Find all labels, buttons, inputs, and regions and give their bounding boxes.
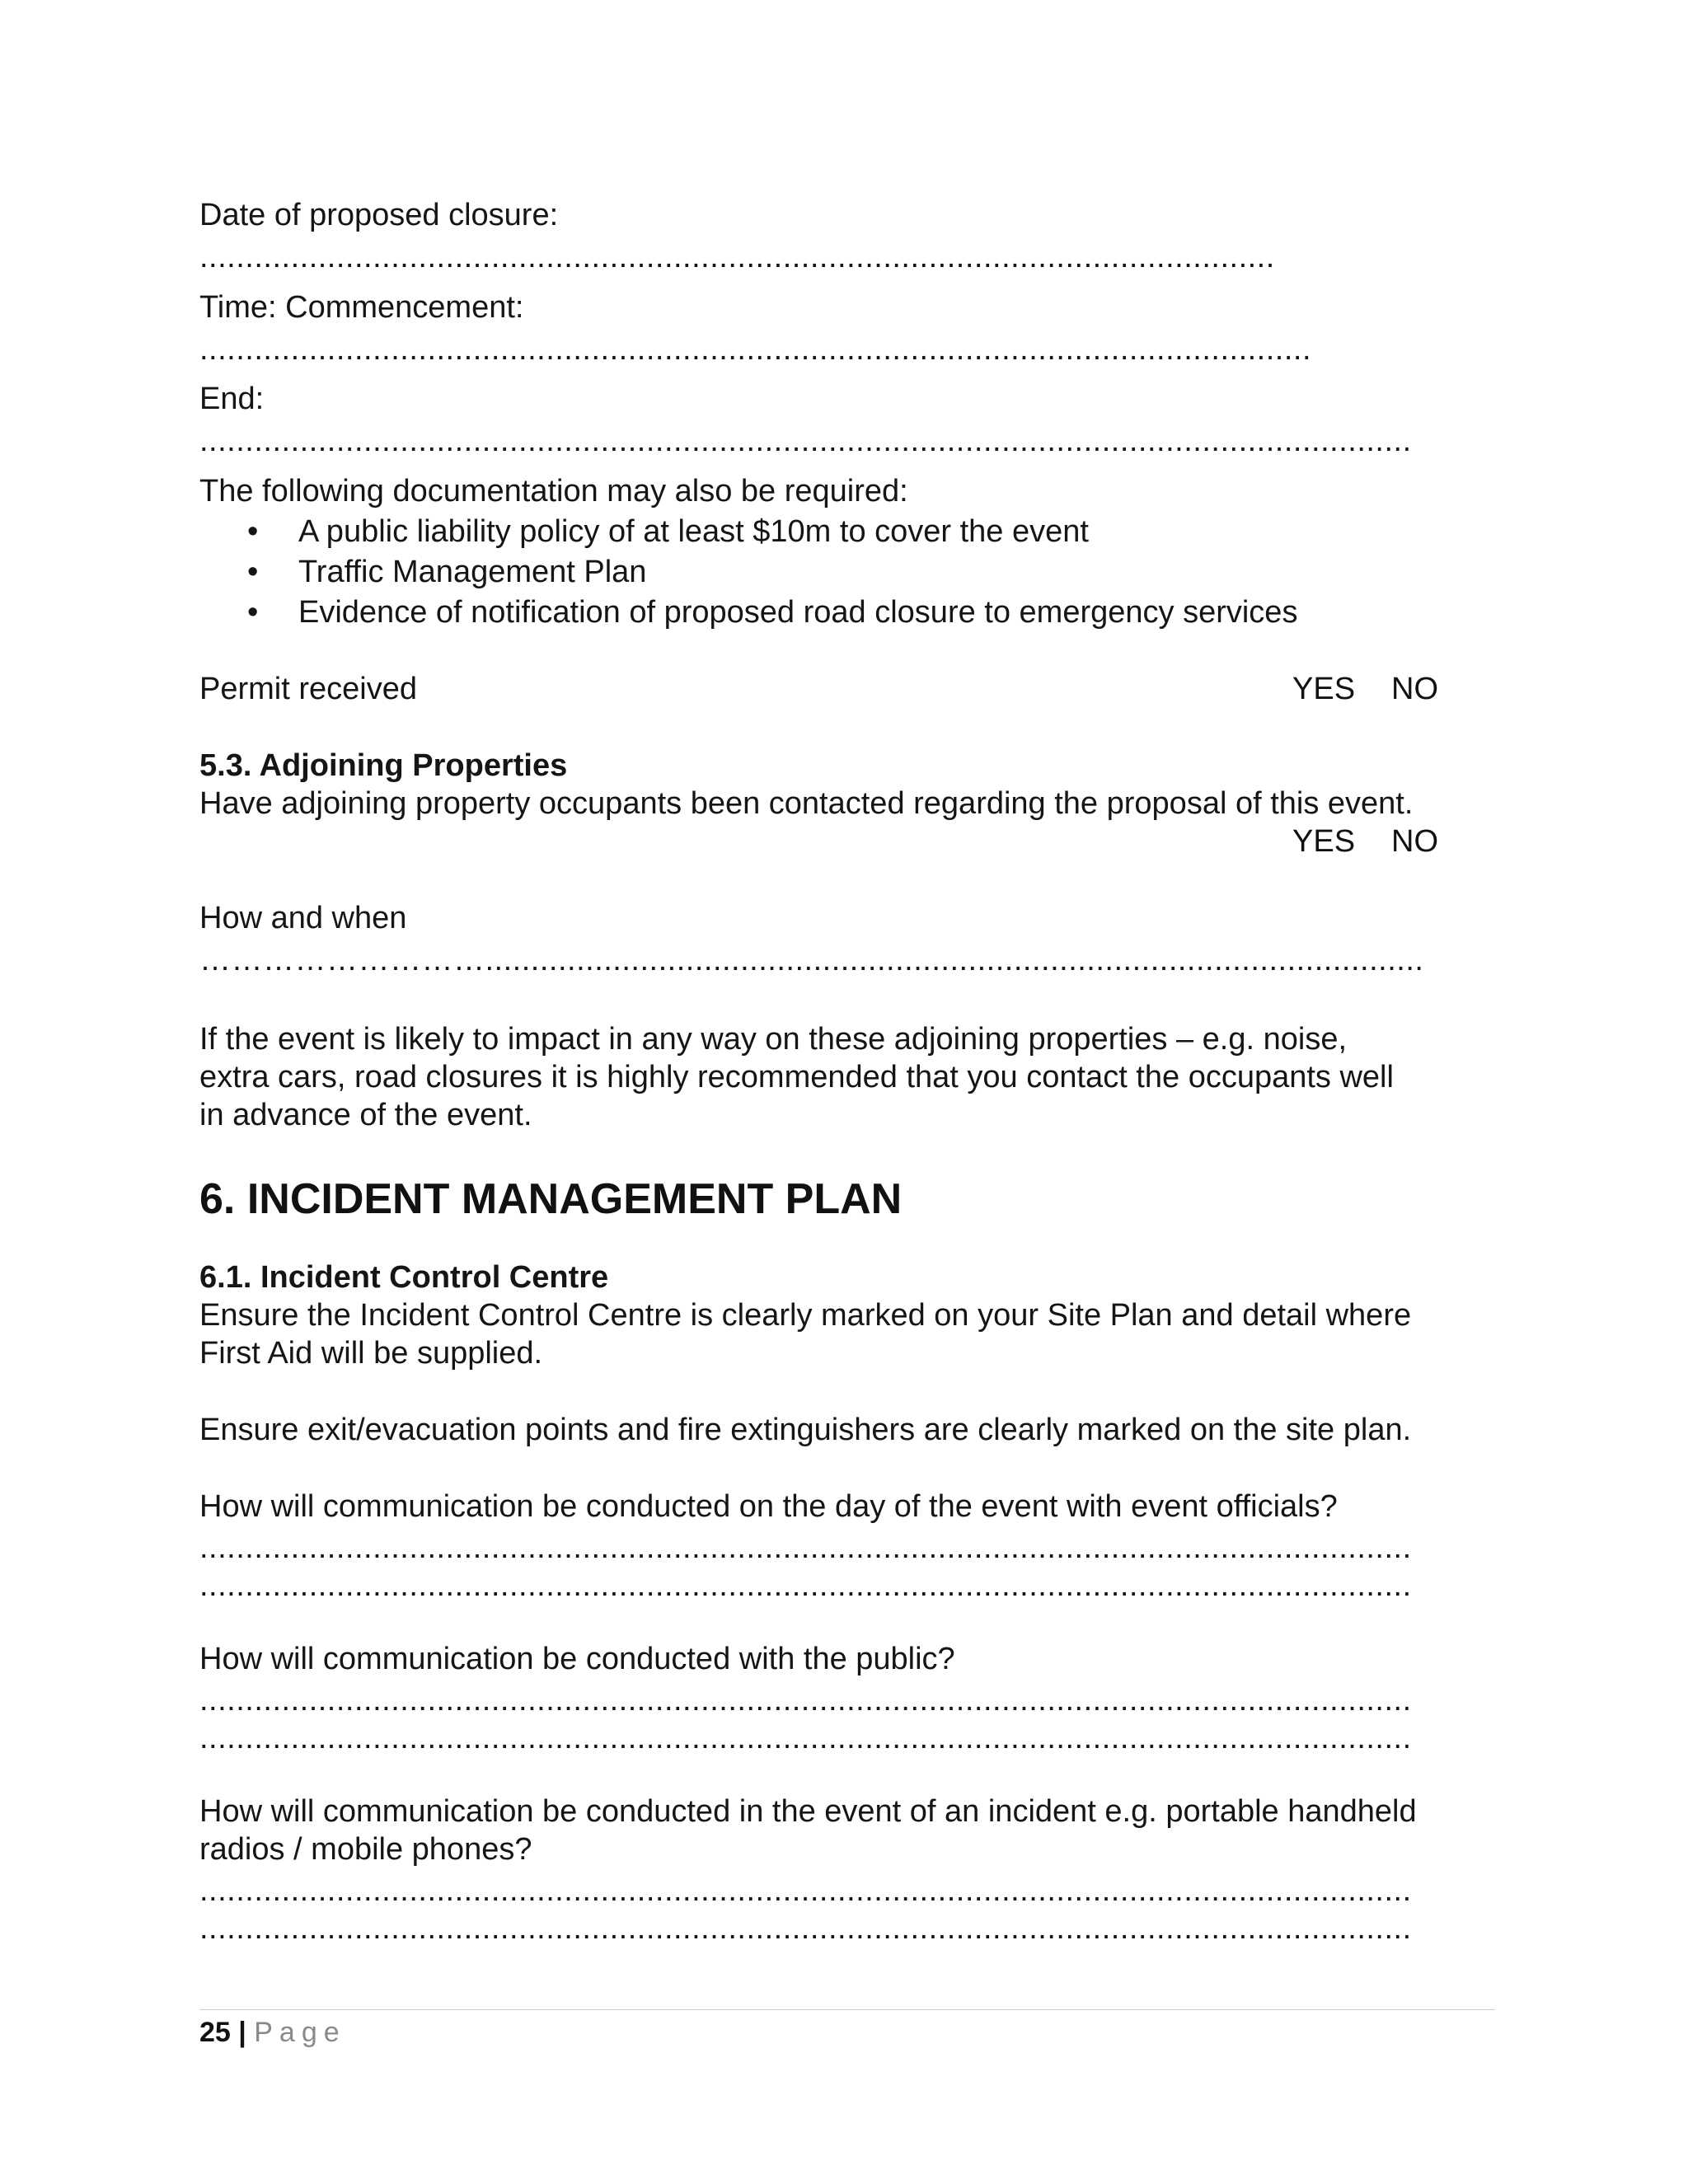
how-and-when-answer-line[interactable]: ………………………....................................................................................................... (199, 944, 1424, 977)
bullet-icon: • (247, 555, 259, 589)
documentation-intro: The following documentation may also be required: (199, 474, 908, 509)
permit-label: Permit received (199, 672, 417, 706)
advice-text: in advance of the event. (199, 1098, 532, 1132)
permit-yes-option[interactable]: YES (1292, 672, 1356, 706)
closure-end-label: End: (199, 382, 265, 416)
adjoining-no-option[interactable]: NO (1391, 824, 1438, 859)
documentation-item: Traffic Management Plan (298, 555, 647, 589)
footer-divider (199, 2009, 1495, 2010)
permit-no-option[interactable]: NO (1391, 672, 1438, 706)
question-officials: How will communication be conducted on the day of the event with event officials? (199, 1489, 1338, 1524)
bullet-icon: • (247, 514, 259, 549)
page-footer (199, 2014, 346, 2050)
question-incident: radios / mobile phones? (199, 1832, 532, 1867)
page-number: 25 (199, 2017, 231, 2048)
officials-answer-line[interactable]: ..................................................................................................................................... (199, 1569, 1412, 1602)
incident-instruction: First Aid will be supplied. (199, 1336, 543, 1371)
adjoining-question: Have adjoining property occupants been contacted regarding the proposal of this event. (199, 786, 1414, 821)
closure-date-answer-line[interactable]: ...................................................................................................................... (199, 241, 1275, 274)
officials-answer-line[interactable]: ..................................................................................................................................... (199, 1531, 1412, 1564)
subsection-heading: 6.1. Incident Control Centre (199, 1260, 609, 1295)
public-answer-line[interactable]: ..................................................................................................................................... (199, 1722, 1412, 1755)
advice-text: If the event is likely to impact in any way on these adjoining properties – e.g. noise, (199, 1022, 1348, 1057)
closure-time-label: Time: Commencement: (199, 290, 524, 325)
exits-instruction: Ensure exit/evacuation points and fire extinguishers are clearly marked on the site plan. (199, 1413, 1412, 1447)
public-answer-line[interactable]: ..................................................................................................................................... (199, 1684, 1412, 1717)
footer-separator: | (238, 2017, 246, 2048)
page-word: Page (254, 2017, 346, 2048)
advice-text: extra cars, road closures it is highly recommended that you contact the occupants well (199, 1060, 1394, 1094)
question-incident: How will communication be conducted in the event of an incident e.g. portable handheld (199, 1794, 1417, 1829)
adjoining-heading: 5.3. Adjoining Properties (199, 748, 568, 783)
documentation-item: A public liability policy of at least $10m to cover the event (298, 514, 1089, 549)
section-heading: 6. INCIDENT MANAGEMENT PLAN (199, 1175, 903, 1223)
closure-end-answer-line[interactable]: ..................................................................................................................................... (199, 424, 1412, 457)
question-public: How will communication be conducted with the public? (199, 1642, 955, 1676)
bullet-icon: • (247, 595, 259, 630)
incident-instruction: Ensure the Incident Control Centre is clearly marked on your Site Plan and detail where (199, 1298, 1412, 1333)
incident-answer-line[interactable]: ..................................................................................................................................... (199, 1874, 1412, 1907)
adjoining-yes-option[interactable]: YES (1292, 824, 1356, 859)
incident-answer-line[interactable]: ..................................................................................................................................... (199, 1912, 1412, 1945)
documentation-item: Evidence of notification of proposed road closure to emergency services (298, 595, 1298, 630)
closure-time-answer-line[interactable]: .......................................................................................................................... (199, 333, 1312, 366)
closure-date-label: Date of proposed closure: (199, 198, 559, 232)
how-and-when-label: How and when (199, 901, 407, 935)
